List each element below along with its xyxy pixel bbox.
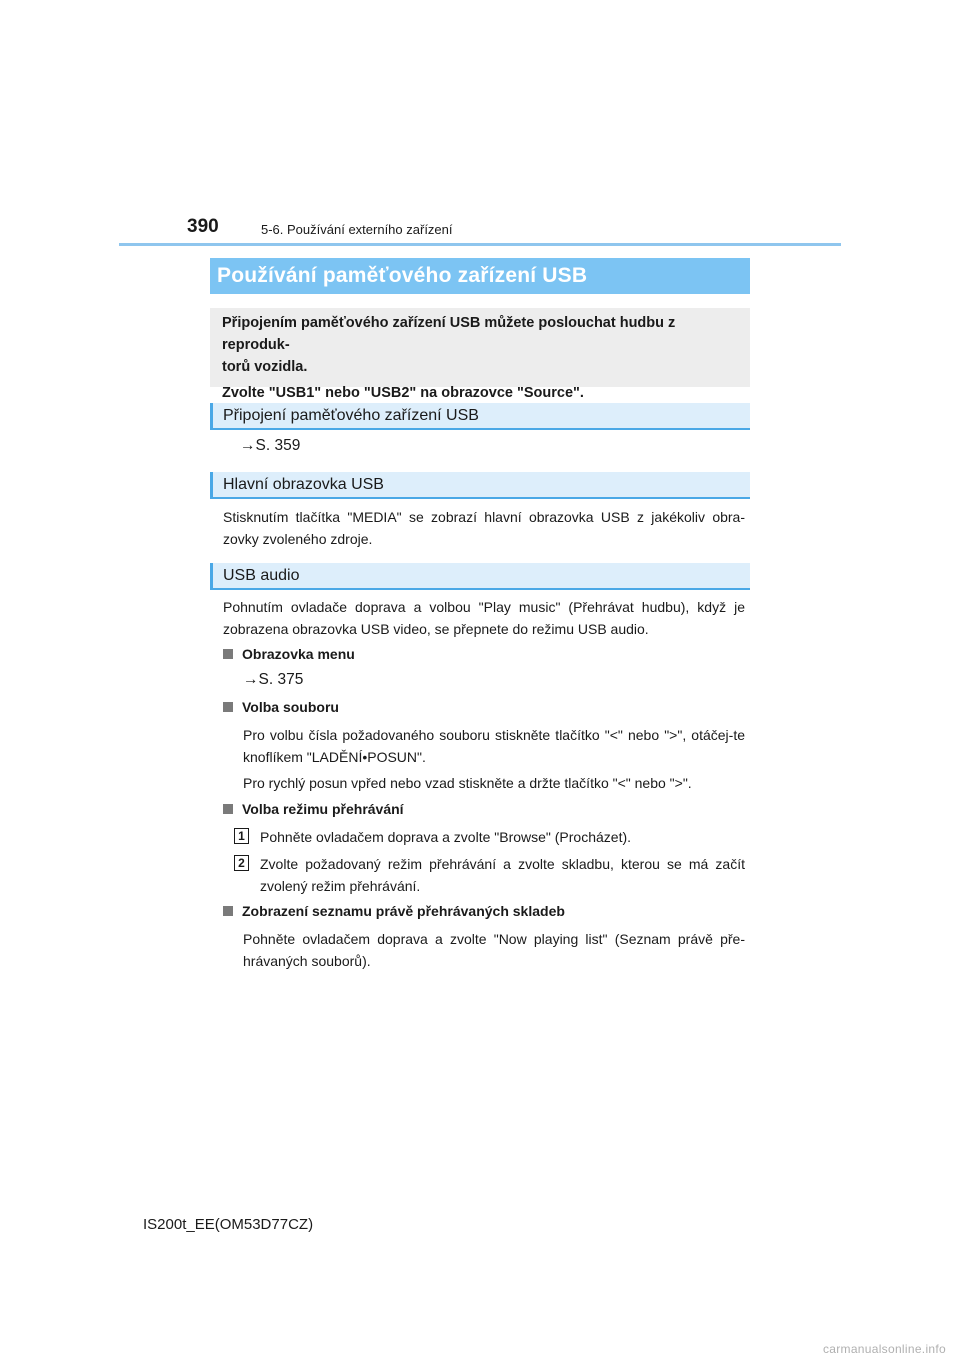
bullet-file-select-label: Volba souboru [242,699,339,715]
arrow-icon: → [240,437,256,454]
connect-ref [240,437,300,455]
file-select-text-2: Pro rychlý posun vpřed nebo vzad stiskněte a držte tlačítko "<" nebo ">". [243,775,692,791]
step-number: 2 [234,855,249,871]
intro-line-1a: Připojením paměťového zařízení USB můžete poslouchat hudbu z reproduk- [222,315,676,353]
main-screen-text: Stisknutím tlačítka "MEDIA" se zobrazí hlavní obrazovka USB z jakékoliv obra-zovky zvoleného zdroje. [223,509,745,547]
bullet-file-select [223,699,339,715]
subsection-connect-heading: Připojení paměťového zařízení USB [210,403,750,430]
bullet-play-mode-label: Volba režimu přehrávání [242,801,404,817]
header-rule [119,243,841,246]
square-bullet-icon [223,702,233,712]
file-select-text-1: Pro volbu čísla požadovaného souboru stiskněte tlačítko "<" nebo ">", otáčej-te knoflíkem "LADĚNÍ•POSUN". [243,727,745,765]
intro-box [210,308,750,401]
now-playing-text: Pohněte ovladačem doprava a zvolte "Now playing list" (Seznam právě pře-hrávaných souborů). [243,931,745,969]
bullet-menu-label: Obrazovka menu [242,646,355,662]
step-text: Pohněte ovladačem doprava a zvolte "Browse" (Procházet). [260,829,632,845]
square-bullet-icon [223,906,233,916]
subsection-main-screen-heading: Hlavní obrazovka USB [210,472,750,499]
watermark: carmanualsonline.info [822,1342,946,1356]
intro-line-2: Zvolte "USB1" nebo "USB2" na obrazovce "Source". [222,385,584,401]
menu-ref [243,671,303,689]
intro-line-1b: torů vozidla. [222,359,308,375]
arrow-icon: → [243,671,259,688]
step-number: 1 [234,828,249,844]
page-number: 390 [187,216,219,237]
square-bullet-icon [223,649,233,659]
bullet-now-playing [223,903,565,919]
bullet-menu [223,646,355,662]
bullet-play-mode [223,801,404,817]
page-title: Používání paměťového zařízení USB [210,258,750,294]
step-text: Zvolte požadovaný režim přehrávání a zvolte skladbu, kterou se má začít zvolený režim přehrávání. [260,856,745,894]
connect-ref-link[interactable]: S. 359 [255,437,301,454]
menu-ref-link[interactable]: S. 375 [258,671,304,688]
footer-model-code: IS200t_EE(OM53D77CZ) [143,1216,314,1233]
usb-audio-text: Pohnutím ovladače doprava a volbou "Play music" (Přehrávat hudbu), když je zobrazena obrazovka USB video, se přepnete do režimu USB audio. [223,599,745,637]
subsection-usb-audio-heading: USB audio [210,563,750,590]
file-select-text [243,724,745,794]
square-bullet-icon [223,804,233,814]
bullet-now-playing-label: Zobrazení seznamu právě přehrávaných skladeb [242,903,565,919]
section-header: 5-6. Používání externího zařízení [261,222,453,237]
